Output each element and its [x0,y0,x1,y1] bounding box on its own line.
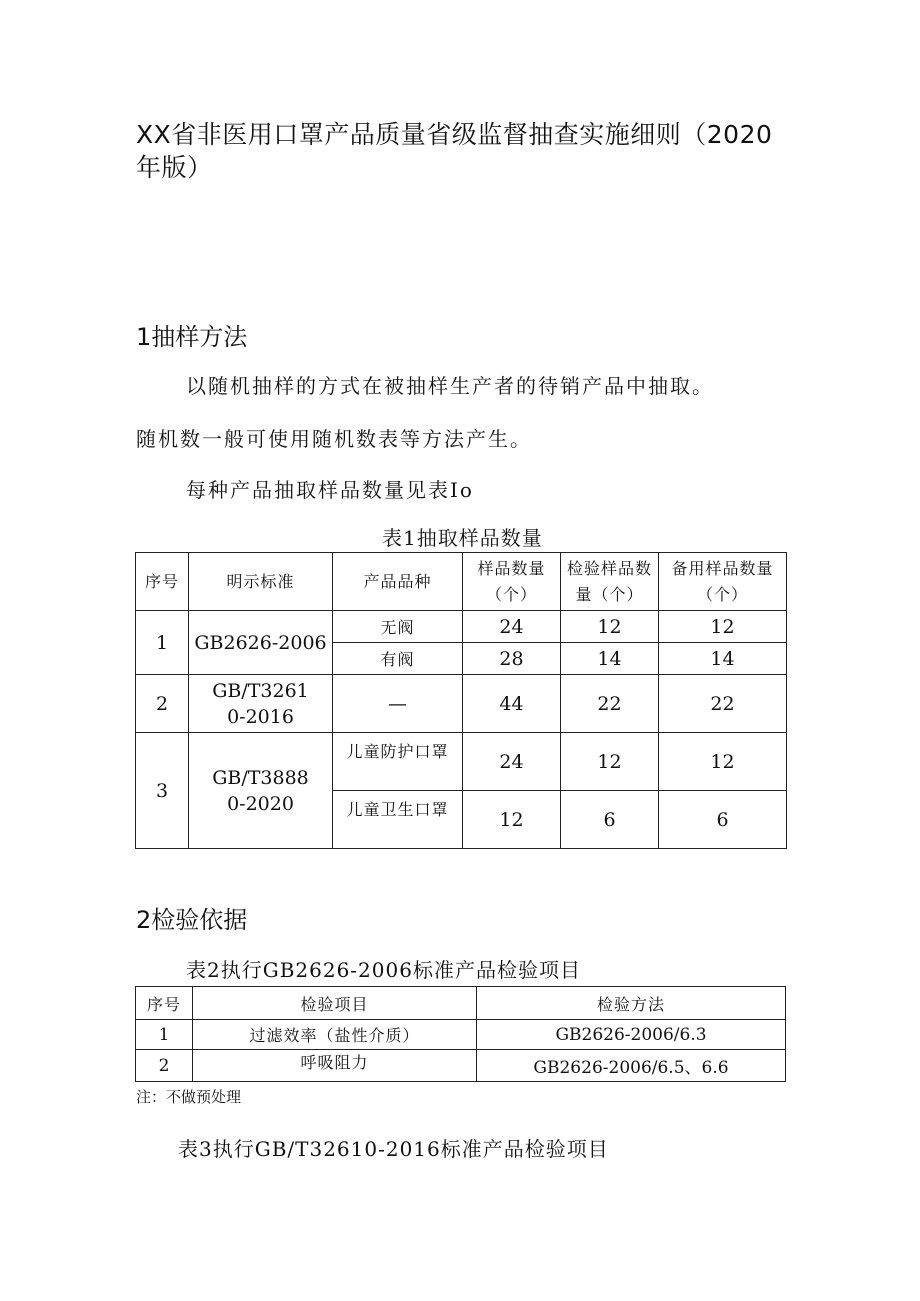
variety-cell: 有阀 [333,643,463,675]
header-cell: 检验项目 [193,987,477,1020]
section-1-paragraph-line-1: 以随机抽样的方式在被抽样生产者的待销产品中抽取。 [186,374,714,398]
header-cell: 备用样品数量（个） [659,553,787,611]
backup-count-cell: 14 [659,643,787,675]
header-cell: 序号 [136,987,193,1020]
table-row [136,733,787,791]
test-count-cell: 12 [561,733,659,791]
table-header-row [136,553,787,611]
variety-cell: 儿童防护口罩 [333,733,463,791]
inspection-item-cell: 呼吸阻力 [193,1050,477,1082]
inspection-items-table [135,986,786,1082]
section-2-heading: 2检验依据 [136,906,248,934]
standard-cell: GB2626-2006 [189,611,333,675]
backup-count-cell: 6 [659,791,787,849]
table-row [136,1020,786,1050]
header-cell: 样品数量（个） [463,553,561,611]
inspection-item-cell: 过滤效率（盐性介质） [193,1020,477,1050]
sample-count-cell: 12 [463,791,561,849]
table-3-caption: 表3执行GB/T32610-2016标准产品检验项目 [178,1137,609,1161]
backup-count-cell: 22 [659,675,787,733]
section-1-paragraph-line-2: 随机数一般可使用随机数表等方法产生。 [136,427,532,451]
sample-count-cell: 44 [463,675,561,733]
test-count-cell: 14 [561,643,659,675]
inspection-method-cell: GB2626-2006/6.3 [477,1020,786,1050]
variety-cell: 无阀 [333,611,463,643]
test-count-cell: 6 [561,791,659,849]
table-row [136,611,787,643]
standard-cell: GB/T32610-2016 [189,675,333,733]
backup-count-cell: 12 [659,733,787,791]
section-1-paragraph-2: 每种产品抽取样品数量见表Io [186,478,474,502]
row-number: 1 [136,611,189,675]
variety-cell: — [333,675,463,733]
header-cell: 序号 [136,553,189,611]
inspection-method-cell: GB2626-2006/6.5、6.6 [477,1050,786,1082]
row-number: 2 [136,1050,193,1082]
row-number: 2 [136,675,189,733]
backup-count-cell: 12 [659,611,787,643]
table-row [136,675,787,733]
header-cell: 明示标准 [189,553,333,611]
sample-count-cell: 28 [463,643,561,675]
table-header-row [136,987,786,1020]
sample-quantity-table [135,552,787,849]
sample-count-cell: 24 [463,611,561,643]
header-cell: 检验方法 [477,987,786,1020]
table-2-caption: 表2执行GB2626-2006标准产品检验项目 [186,958,581,982]
header-cell: 产品品种 [333,553,463,611]
row-number: 1 [136,1020,193,1050]
row-number: 3 [136,733,189,849]
table-2-note: 注：不做预处理 [136,1088,242,1106]
sample-count-cell: 24 [463,733,561,791]
section-1-heading: 1抽样方法 [136,323,248,351]
test-count-cell: 22 [561,675,659,733]
standard-cell: GB/T38880-2020 [189,733,333,849]
header-cell: 检验样品数量（个） [561,553,659,611]
table-row [136,1050,786,1082]
test-count-cell: 12 [561,611,659,643]
document-title: XX省非医用口罩产品质量省级监督抽查实施细则（2020年版） [136,120,773,182]
table-1-caption: 表1抽取样品数量 [382,526,543,550]
variety-cell: 儿童卫生口罩 [333,791,463,849]
